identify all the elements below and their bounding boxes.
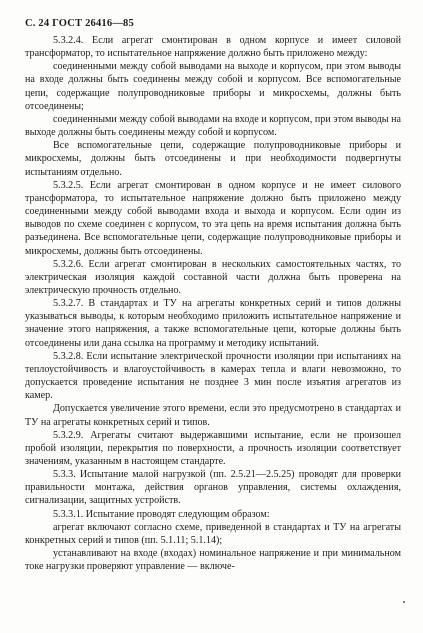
paragraph-input-terminals: соединенными между собой выводами на входе и корпусом, при этом выводы на выходе должны быть соединены между собой и корпусом. xyxy=(25,113,401,139)
paragraph-auxiliary-circuits: Все вспомогательные цепи, содержащие полупроводниковые приборы и микросхемы, должны быть отсоединены и при необходимости подвергнуты испытаниям отдельно. xyxy=(25,140,401,178)
paragraph-5-3-2-5: 5.3.2.5. Если агрегат смонтирован в одном корпусе и не имеет силового трансформатора, то испытательное напряжение должно быть приложено между соединенными между собой выводами входа и выхода и корпусом. Если один из выводов по схеме соединен с корпусом, то эта цепь на время испытания должна быть разъединена. Все вспомогательные цепи, содержащие полупроводниковые приборы и микросхемы, должны быть отсоединены. xyxy=(25,179,401,257)
paragraph-5-3-2-6: 5.3.2.6. Если агрегат смонтирован в нескольких самостоятельных частях, то электрическая изоляция каждой составной части должна быть проверена на электрическую прочность отдельно. xyxy=(25,258,401,296)
paragraph-time-extension: Допускается увеличение этого времени, если это предусмотрено в стандартах и ТУ на агрегаты конкретных серий и типов. xyxy=(25,403,401,428)
paragraph-5-3-2-4: 5.3.2.4. Если агрегат смонтирован в одном корпусе и имеет силовой трансформатор, то испытательное напряжение должно быть приложено между: xyxy=(25,35,401,60)
page-header: С. 24 ГОСТ 26416—85 xyxy=(25,18,134,29)
document-body xyxy=(25,34,401,573)
paragraph-5-3-2-8: 5.3.2.8. Если испытание электрической прочности изоляции при испытаниях на теплоустойчивость и влагоустойчивость в камерах тепла и влаги невозможно, то допускается проведение испытания не позднее 3 мин после изъятия агрегатов из камер. xyxy=(25,350,401,402)
scan-dot xyxy=(403,601,405,603)
paragraph-5-3-3-1: 5.3.3.1. Испытание проводят следующим образом: xyxy=(53,508,270,520)
paragraph-connection: агрегат включают согласно схеме, приведенной в стандартах и ТУ на агрегаты конкретных серий и типов (пп. 5.1.11; 5.1.14); xyxy=(25,521,401,546)
paragraph-output-terminals: соединенными между собой выводами на выходе и корпусом, при этом выводы на входе должны быть соединены между собой и корпусом. Все вспомогательные цепи, содержащие полупроводниковые приборы и микросхемы, должны быть отсоединены; xyxy=(25,61,401,112)
paragraph-5-3-2-7: 5.3.2.7. В стандартах и ТУ на агрегаты конкретных серий и типов должны указываться выводы, к которым необходимо приложить испытательное напряжение и значение этого напряжения, а также вспомогательные цепи, которые должны быть отсоединены или дана ссылка на программу и методику испытаний. xyxy=(25,298,401,349)
paragraph-5-3-3: 5.3.3. Испытание малой нагрузкой (пп. 2.5.21—2.5.25) проводят для проверки правильности монтажа, действия органов управления, системы охлаждения, сигнализации, защитных устройств. xyxy=(25,469,401,507)
paragraph-5-3-2-9: 5.3.2.9. Агрегаты считают выдержавшими испытание, если не произошел пробой изоляции, перекрытия по поверхности, а прочность изоляции соответствует значениям, указанным в настоящем стандарте. xyxy=(25,429,401,467)
paragraph-voltage-check: устанавливают на входе (входах) номинальное напряжение и при минимальном токе нагрузки проверяют управление — включе- xyxy=(25,548,401,573)
